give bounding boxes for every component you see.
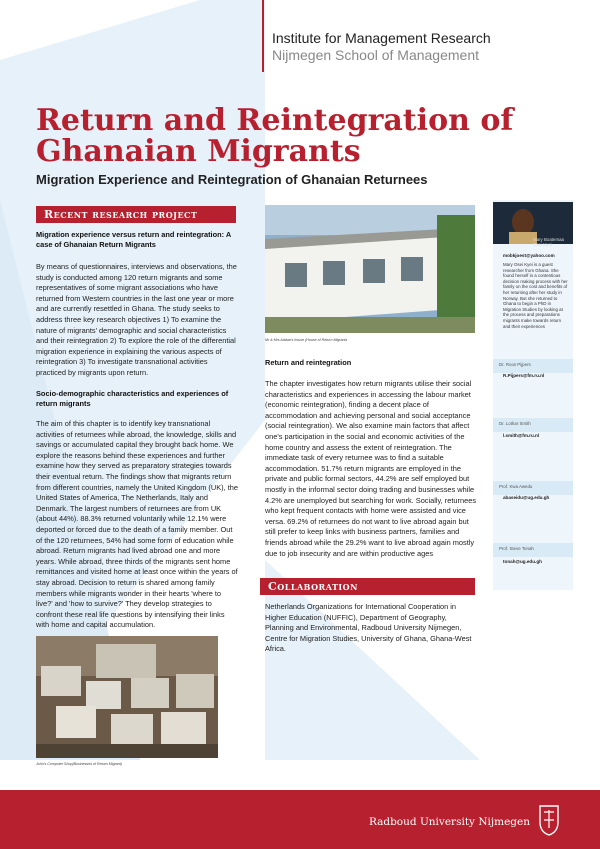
socio-body: The aim of this chapter is to identify key transnational activities of returnees while abroad, the knowledge, skills and savings or accumulated capital they brought back home. We explore the reasons behind these experiences and further examine how they served as preparatory strategies towards their eventual return. The findings show that migrants return from different countries, namely the United Kingdom (UK), the United States of America, The Netherlands, Italy and Denmark. The largest numbers of returnees are from UK (about 44%). 88.3% returned voluntarily while 12.1% were deported or forced due to the death of a family member. Out of the 120 returnees, 54% had some form of education while abroad. Return migrants had lived abroad one and more years. While abroad, three thirds of the migrants sent home remittances and visited home at least once within the years of stay abroad. Decision to return is shared among family members while migrants wonder in their hearts 'where to live?' and 'how to survive?' They develop strategies to confront these real life questions by intensifying their links with home and capital accumulation. [36,419,238,630]
contact-panel-4 [493,543,573,557]
poster-title: Return and Reintegration of Ghanaian Migrants [36,103,514,169]
researcher-email[interactable]: mobkjoest@yahoo.com [503,253,555,258]
reintegration-body: The chapter investigates how return migrants utilise their social characteristics and experiences in accessing the labour market (economic reintegration), finding a decent place of accommodation and achieving personal and social acceptance (social reintegration). We also examine main factors that affect one's participation in the social and economic activities of the home country and assess the extent of reintegration. The immediate task of every returnee was to find a suitable accommodation. 51.7% return migrants are employed in the private and public formal sectors, 44.2% are self employed but mostly in the informal sector doing trading and businesses while 4.2% are unemployed but searching for work. Socially, returnees who kept frequent contacts with home were assisted and vice versa. 69.2% of returnees do not want to live abroad again but still prefer to keep links with business partners, families and friends abroad while the 29.2% want to live abroad again mostly due to job insecurity and are within productive ages [265,379,477,558]
institute-name: Institute for Management Research [272,30,491,46]
house-caption: Mr & Mrs Addae's house (House of Return Migrants [265,338,348,342]
header-rule [262,0,264,72]
reintegration-heading: Return and reintegration [265,358,352,367]
contact-name-3: Prof. Kwa Awedu [499,484,533,489]
university-name: Radboud University Nijmegen [368,816,530,828]
contact-name-2: Dr. Lothar Smith [499,421,531,426]
university-crest-icon [538,804,560,836]
computer-shop-photo [36,636,218,758]
school-name: Nijmegen School of Management [272,47,480,63]
researcher-name-panel [493,234,573,248]
recent-project-body: By means of questionnaires, interviews and observations, the study is conducted among 120 return migrants and some representatives of some migrant associations who have returned from Western countries in the last one year or more and are currently resettled in Ghana. The study seeks to address three key research objectives 1) To examine the nature of migrants' demographic and social characteristics and their reintegration 2) To explore the role of the differential migration experience in explaining the various aspects of reintegration 3) To investigate transnational activities practiced by migrants upon return. [36,262,237,377]
collaboration-banner: Collaboration [260,578,475,595]
contact-email-3[interactable]: abaseidu@ug.edu.gh [503,495,550,500]
contact-email-2[interactable]: l.smith@fm.ru.nl [503,433,540,438]
contact-email-1[interactable]: R.Pijpers@fm.ru.nl [503,373,545,378]
computer-shop-caption: John's Computer Shop(Businesses of Return Migrant) [36,762,122,766]
recent-project-heading: Migration experience versus return and reintegration: A case of Ghanaian Return Migrants [36,230,231,249]
contact-panel-1 [493,359,573,373]
contact-panel-3 [493,481,573,495]
researcher-name: Mary Boatemaa Osei Kyei [533,237,564,247]
poster-subtitle: Migration Experience and Reintegration of Ghanaian Returnees [36,172,428,187]
socio-heading: Socio-demographic characteristics and experiences of return migrants [36,389,229,408]
contact-email-4[interactable]: tonah@ug.edu.gh [503,559,542,564]
recent-project-banner: Recent research project [36,206,236,223]
house-photo [265,205,475,333]
contact-name-4: Prof. Steve Tonah [499,546,534,551]
contact-panel-2 [493,418,573,432]
researcher-bio: Mary Osei Kyei is a guest researcher from Ghana. She found herself in a contentious decision making process with her family on the cost and benefits of her returning after her study in Norway. But she returned to Ghana to begin a PhD in Migration Studies by looking at the process and preparations migrants make towards return and their experiences [503,262,568,329]
contact-name-1: Dr. Roos Pijpers [499,362,531,367]
collaboration-body: Netherlands Organizations for International Cooperation in Higher Education (NUFFIC), Department of Geography, Planning and Environmental, Radboud University Nijmegen, Centre for Migration Studies, University of Ghana, Ghana-West Africa. [265,602,472,654]
